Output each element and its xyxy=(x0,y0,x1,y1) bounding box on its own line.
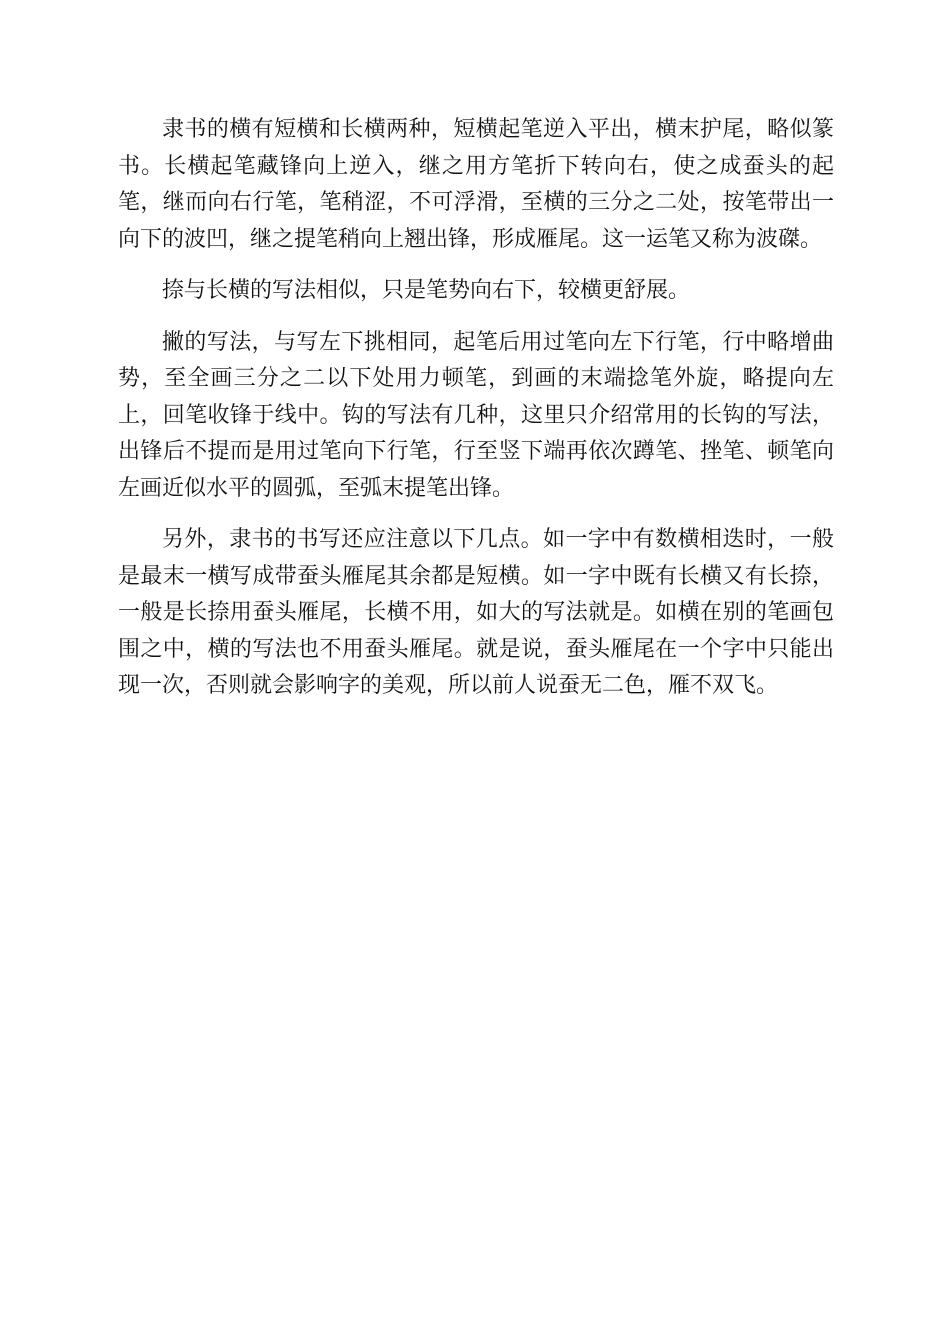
paragraph-left-falling-and-hook: 撇的写法，与写左下挑相同，起笔后用过笔向左下行笔，行中略增曲势，至全画三分之二以下处用力顿笔，到画的末端捻笔外旋，略提向左上，回笔收锋于线中。钩的写法有几种，这里只介绍常用的长钩的写法，出锋后不提而是用过笔向下行笔，行至竖下端再依次蹲笔、挫笔、顿笔向左画近似水平的圆弧，至弧末提笔出锋。 xyxy=(118,329,834,501)
document-body xyxy=(118,112,834,720)
paragraph-writing-notes: 另外，隶书的书写还应注意以下几点。如一字中有数横相迭时，一般是最末一横写成带蚕头雁尾其余都是短横。如一字中既有长横又有长捺，一般是长捺用蚕头雁尾，长横不用，如大的写法就是。如横在别的笔画包围之中，横的写法也不用蚕头雁尾。就是说，蚕头雁尾在一个字中只能出现一次，否则就会影响字的美观，所以前人说蚕无二色，雁不双飞。 xyxy=(118,527,834,698)
paragraph-right-falling-stroke: 捺与长横的写法相似，只是笔势向右下，较横更舒展。 xyxy=(162,278,691,303)
paragraph-horizontal-stroke: 隶书的横有短横和长横两种，短横起笔逆入平出，横末护尾，略似篆书。长横起笔藏锋向上逆入，继之用方笔折下转向右，使之成蚕头的起笔，继而向右行笔，笔稍涩，不可浮滑，至横的三分之二处，按笔带出一向下的波凹，继之提笔稍向上翘出锋，形成雁尾。这一运笔又称为波磔。 xyxy=(118,117,834,252)
